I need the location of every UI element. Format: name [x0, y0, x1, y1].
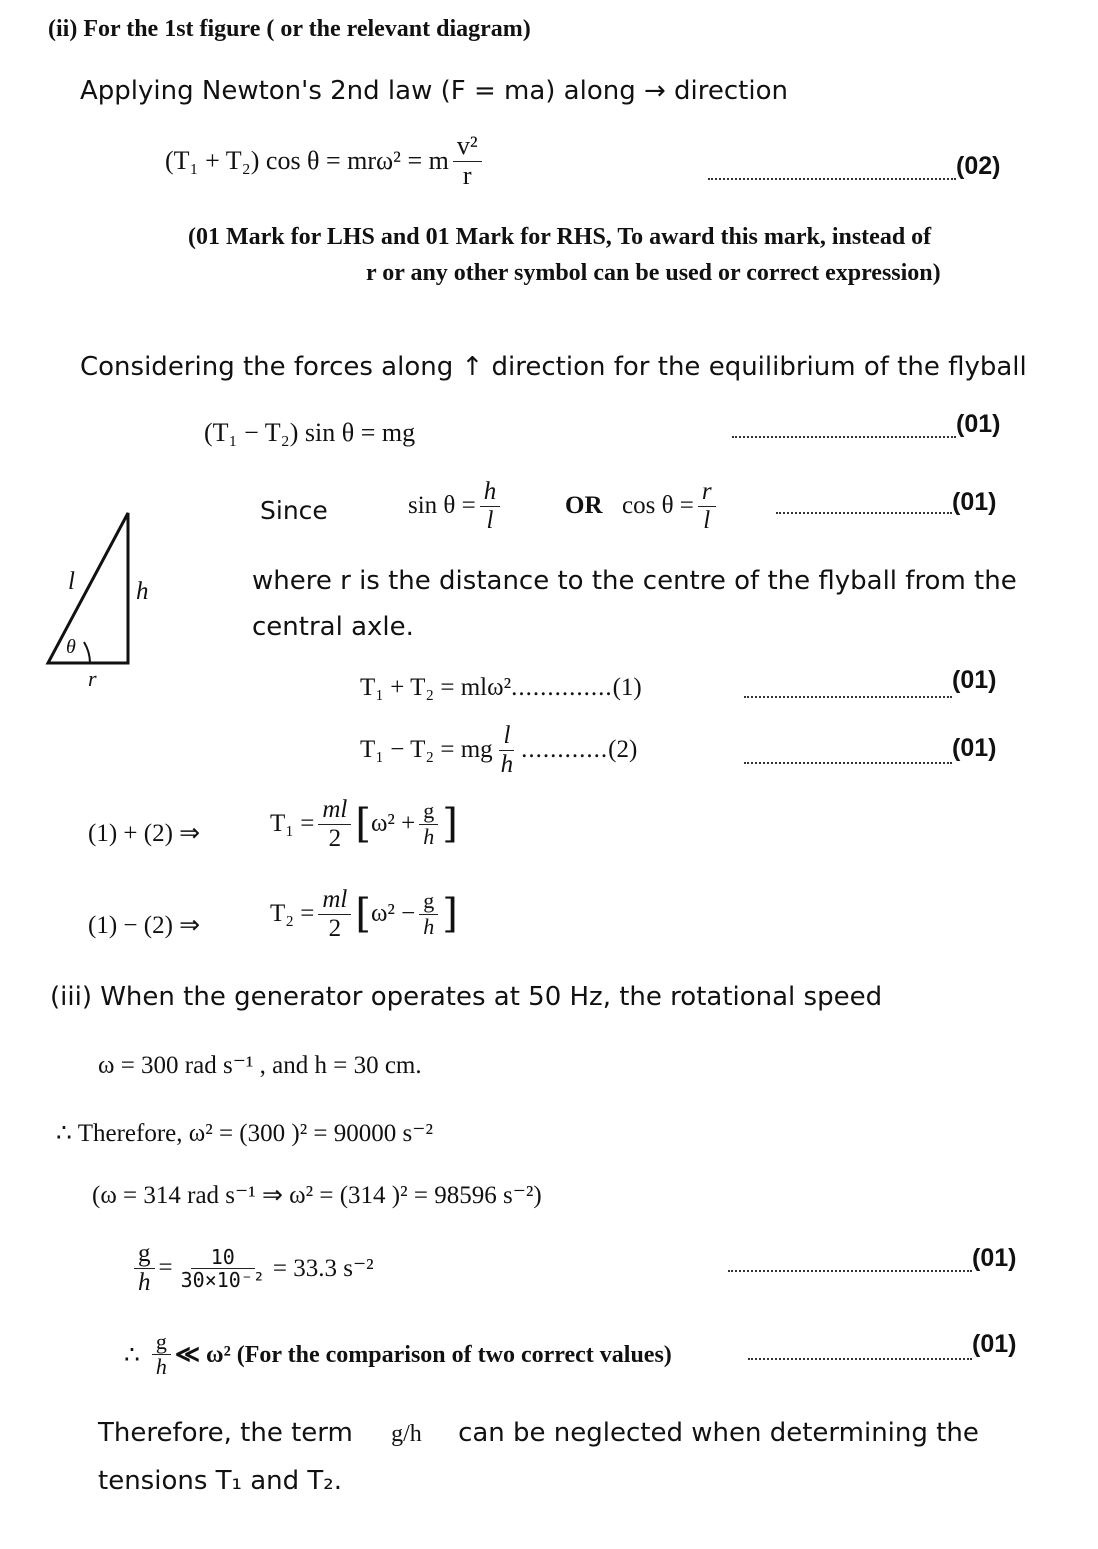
dotted-leader: [728, 1270, 972, 1272]
fraction-denominator: h: [423, 823, 435, 849]
omega-value-line: ω = 300 rad s⁻¹ , and h = 30 cm.: [98, 1052, 422, 1079]
triangle-label-h: h: [136, 578, 149, 605]
g-over-h-fraction: [134, 1240, 155, 1296]
dotted-leader: [744, 762, 952, 764]
t1-inner: ω² +: [370, 810, 416, 837]
sin-lhs: sin θ =: [408, 492, 476, 519]
where-r-line2: central axle.: [252, 612, 414, 642]
section-ii-heading: (ii) For the 1st figure ( or the relevant diagram): [48, 16, 531, 42]
conclusion-line1: [98, 1418, 979, 1448]
mark-radial: (02): [956, 152, 1001, 180]
since-label: Since: [260, 496, 328, 525]
equation-2-tag: (2): [608, 736, 638, 763]
fraction-denominator: h: [500, 750, 514, 778]
fraction-denominator: h: [138, 1268, 151, 1296]
mark-eq2: (01): [952, 734, 997, 762]
newton-law-line: Applying Newton's 2nd law (F = ma) along → direction: [80, 76, 788, 106]
g-over-h-fraction: [419, 799, 438, 848]
sin-theta-equation: [408, 478, 504, 534]
t1-equation: T₁ = $\frac{ml}{2}$ [ ω² + $\frac{g}{h}$ ]: [270, 796, 458, 852]
g-over-h-result: = 33.3 s⁻²: [272, 1255, 374, 1282]
equation-vertical: (T₁ − T₂) sin θ = mg: [204, 418, 416, 447]
fraction-denominator: l: [486, 506, 494, 534]
conclusion-line2: tensions T₁ and T₂.: [98, 1466, 342, 1496]
t2-inner: ω² −: [370, 900, 416, 927]
mark-eq1: (01): [952, 666, 997, 694]
equation-radial: [165, 132, 486, 190]
triangle-label-l: l: [68, 568, 75, 595]
fraction-denominator: l: [703, 506, 711, 534]
t2-equation: T₂ = $\frac{ml}{2}$ [ ω² − $\frac{g}{h}$ ]: [270, 886, 458, 942]
ml-over-2-fraction: [318, 886, 351, 942]
t1-lhs: T₁ =: [270, 810, 315, 837]
fraction-numerator: l: [499, 722, 514, 751]
conclusion-part-b: can be neglected when determining the: [458, 1418, 979, 1448]
dotted-leader: [708, 178, 956, 180]
cos-theta-equation: [622, 478, 720, 534]
fraction-denominator: r: [462, 160, 472, 190]
mark-since: (01): [952, 488, 997, 516]
g-over-h-calculation: $\frac{g}{h}$ = $\frac{10}{\text{30×10⁻²}}$ = 33.3 s⁻²: [130, 1240, 374, 1296]
dotted-leader: [776, 512, 952, 514]
l-over-h-fraction: [497, 722, 518, 778]
g-over-h-fraction: [152, 1330, 171, 1379]
section-iii-heading: (iii) When the generator operates at 50 Hz, the rotational speed: [50, 982, 883, 1012]
v2-over-r-fraction: [453, 132, 482, 190]
or-label: OR: [565, 492, 603, 519]
triangle-label-theta: θ: [66, 636, 76, 658]
difference-label: (1) − (2) ⇒: [88, 912, 201, 939]
equation-1: T₁ + T₂ = mlω²..............(1): [360, 674, 642, 701]
fraction-denominator: 2: [328, 824, 342, 852]
fraction-numerator: g: [419, 799, 438, 824]
dotted-leader: [732, 436, 956, 438]
conclusion-g-over-h: g/h: [391, 1421, 422, 1447]
equation-2: T₁ − T₂ = mg $\frac{l}{h}$ ............ (2): [360, 722, 638, 778]
fraction-numerator: ml: [318, 796, 351, 825]
comparison-line: [124, 1330, 672, 1379]
fraction-numerator: r: [698, 478, 716, 507]
g-over-h-fraction: [419, 889, 438, 938]
cos-lhs: cos θ =: [622, 492, 694, 519]
comparison-text: ≪ ω² (For the comparison of two correct values): [174, 1342, 672, 1369]
marking-note-line1: (01 Mark for LHS and 01 Mark for RHS, To award this mark, instead of: [188, 224, 932, 250]
equation-radial-text: (T₁ + T₂) cos θ = mrω² = m: [165, 146, 449, 176]
fraction-numerator: v²: [453, 132, 482, 162]
therefore-omega-squared-line: ∴ Therefore, ω² = (300 )² = 90000 s⁻²: [56, 1120, 433, 1147]
t2-lhs: T₂ =: [270, 900, 315, 927]
mark-vertical: (01): [956, 410, 1001, 438]
ml-over-2-fraction: [318, 796, 351, 852]
sum-label: (1) + (2) ⇒: [88, 820, 201, 847]
h-over-l-fraction: [480, 478, 501, 534]
triangle-label-r: r: [88, 666, 97, 691]
vertical-forces-line: Considering the forces along ↑ direction for the equilibrium of the flyball: [80, 352, 1027, 382]
right-triangle-diagram: [40, 505, 150, 690]
fraction-denominator: 2: [328, 914, 342, 942]
dotted-leader: [748, 1358, 972, 1360]
conclusion-part-a: Therefore, the term: [98, 1418, 353, 1448]
equation-2-lhs: T₁ − T₂ = mg: [360, 736, 493, 763]
fraction-numerator: g: [134, 1240, 155, 1269]
r-over-l-fraction: [698, 478, 716, 534]
equation-1-text: T₁ + T₂ = mlω²: [360, 674, 512, 701]
dotted-leader: [744, 696, 952, 698]
fraction-denominator: h: [155, 1354, 167, 1380]
fraction-numerator: g: [152, 1330, 171, 1355]
numeric-fraction: [177, 1246, 269, 1291]
marking-note-line2: r or any other symbol can be used or correct expression): [366, 260, 941, 286]
fraction-numerator: ml: [318, 886, 351, 915]
fraction-numerator: h: [480, 478, 501, 507]
equation-1-tag: (1): [612, 674, 642, 701]
mark-compare: (01): [972, 1330, 1017, 1358]
where-r-line1: where r is the distance to the centre of the flyball from the: [252, 566, 1017, 596]
fraction-numerator: 10: [191, 1246, 255, 1269]
fraction-denominator: 30×10⁻²: [180, 1267, 265, 1292]
fraction-numerator: g: [419, 889, 438, 914]
mark-gh: (01): [972, 1244, 1017, 1272]
therefore-symbol: ∴: [124, 1341, 140, 1369]
fraction-denominator: h: [423, 913, 435, 939]
alternative-omega-line: (ω = 314 rad s⁻¹ ⇒ ω² = (314 )² = 98596 s⁻²): [92, 1182, 542, 1209]
